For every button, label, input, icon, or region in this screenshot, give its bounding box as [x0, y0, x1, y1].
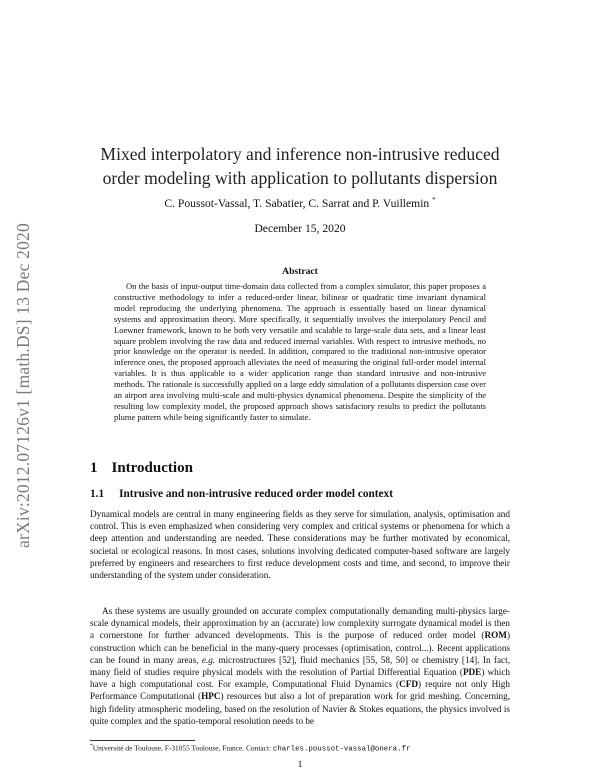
footnote-rule — [90, 740, 195, 741]
acronym-cfd: CFD — [399, 679, 418, 690]
para2-s4: ) which have a high computational cost. For example, Computational Fluid Dynamics ( — [90, 667, 511, 690]
date: December 15, 2020 — [254, 222, 346, 235]
subsection-number: 1.1 — [90, 488, 105, 500]
footnote-mark: * — [90, 743, 93, 749]
section-title: Introduction — [111, 460, 193, 476]
para2-s2: ) construction which can be beneficial in the many-query processes (optimisation, control...). Recent applications can be found in many areas, — [90, 630, 510, 665]
authors-footnote-mark: * — [432, 196, 436, 204]
footnote-email: charles.poussot-vassal@onera.fr — [272, 745, 411, 754]
acronym-rom: ROM — [484, 630, 507, 641]
footnote-text: Université de Toulouse, F-31055 Toulouse, France. Contact: — [92, 743, 273, 753]
para2-s5: ) require not only High Performance Computational ( — [90, 679, 510, 702]
paper-title — [60, 142, 540, 190]
paragraph-1: Dynamical models are central in many engineering fields as they serve for simulation, analysis, optimisation and control. This is even emphasized when considering very complex and critical systems or phenomena for which a deep attention and understanding are needed. These considerations may be further motivated by economical, societal or ecological reasons. In most cases, solutions involving dedicated computer-based software are largely preferred by engineers and researchers to first reduce development costs and time, and second, to improve their understanding of the system under consideration. — [90, 509, 510, 581]
para2-s6: ) resources but also a lot of preparation work for grid meshing. Concerning, high fidelity atmospheric modeling, based on the resolution of Navier & Stokes equations, the physics involved is quite complex and the spatio-temporal resolution needs to be — [90, 691, 510, 726]
section-heading — [90, 460, 193, 477]
abstract-heading: Abstract — [282, 266, 318, 277]
page-number: 1 — [297, 760, 303, 770]
acronym-hpc: HPC — [201, 691, 221, 702]
title-line-1: Mixed interpolatory and inference non-intrusive reduced — [100, 144, 500, 164]
subsection-heading — [90, 488, 393, 500]
abbrev-eg: e.g. — [201, 654, 216, 665]
para2-s1: As these systems are usually grounded on accurate complex computationally demanding multi-physics large-scale dynamical models, their approximation by an (accurate) low complexity surrogate dynamical model is then a cornerstone for further advanced developments. This is the purpose of reduced order model ( — [90, 606, 510, 641]
section-number: 1 — [90, 460, 98, 476]
paragraph-2 — [90, 605, 510, 727]
authors — [60, 196, 540, 210]
subsection-title: Intrusive and non-intrusive reduced order model context — [119, 488, 393, 500]
abstract-text: On the basis of input-output time-domain data collected from a complex simulator, this paper proposes a constructive methodology to infer a reduced-order linear, bilinear or quadratic time invariant dynamical model reproducing the underlying phenomena. The approach is essentially based on linear dynamical systems and approximation theory. More specifically, it sequentially involves the interpolatory Pencil and Loewner framework, known to be both very versatile and scalable to large-scale data sets, and a linear least square problem involving the raw data and reduced internal variables. With respect to intrusive methods, no prior knowledge on the operator is needed. In addition, compared to the traditional non-intrusive operator inference ones, the proposed approach alleviates the need of measuring the original full-order model internal variables. It is thus applicable to a wider application range than standard intrusive and non-intrusive methods. The rationale is successfully applied on a large eddy simulation of a pollutants dispersion case over an airport area involving multi-scale and multi-physics dynamical phenomena. Despite the simplicity of the resulting low complexity model, the proposed approach shows satisfactory results to predict the pollutants plume pattern while being significantly faster to simulate. — [114, 281, 486, 422]
acronym-pde: PDE — [462, 667, 482, 678]
footnote — [90, 743, 520, 753]
title-line-2: order modeling with application to pollutants dispersion — [102, 168, 498, 188]
authors-text: C. Poussot-Vassal, T. Sabatier, C. Sarrat and P. Vuillemin — [164, 196, 430, 210]
arxiv-identifier — [10, 190, 36, 580]
arxiv-identifier-text: arXiv:2012.07126v1 [math.DS] 13 Dec 2020 — [12, 222, 33, 548]
para2-s3: microstructures [52], fluid mechanics [55, 58, 50] or chemistry [14]. In fact, many field of studies require physical models with the resolution of Partial Differential Equation ( — [90, 654, 510, 678]
